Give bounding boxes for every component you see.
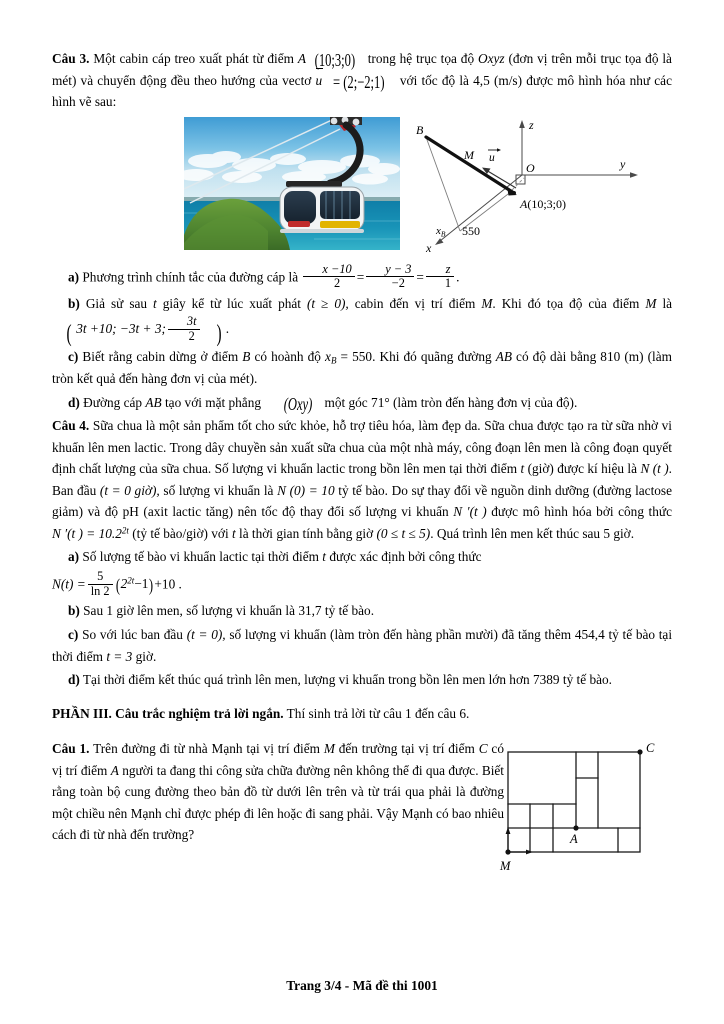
cau4-p1-c: . Ban đầu xyxy=(52,461,672,498)
cau3-d-text-2: tạo với mặt phẳng xyxy=(164,394,262,410)
route-grid-diagram xyxy=(490,740,680,880)
grid-label-C: C xyxy=(646,741,655,756)
cau1-C: C xyxy=(478,741,488,757)
cau4-a-label: a) xyxy=(68,549,80,565)
cau3-c-text-5: (làm tròn kết quả đến hàng đơn vị của mét). xyxy=(52,348,672,386)
cau4-p1-b: (giờ) được kí hiệu là xyxy=(527,461,638,477)
cau3-text-3: (đơn vị trên mỗi trục tọa độ là mét) và chuyển động đều theo hướng của vectơ xyxy=(52,51,672,88)
cau4-p1-i: . Quá trình lên men kết thúc sau 5 giờ. xyxy=(430,525,635,541)
diagram-label-z: z xyxy=(529,117,534,132)
cau3-c-len: 810 (m) xyxy=(600,348,644,364)
grid-label-M: M xyxy=(500,859,511,874)
cau1-text-1: Trên đường đi từ nhà Mạnh tại vị trí điểm xyxy=(93,741,320,757)
page-footer: Trang 3/4 - Mã đề thi 1001 xyxy=(286,978,438,993)
cau3-d-text-1: Đường cáp xyxy=(83,394,143,410)
cau3-text-2: trong hệ trục tọa độ xyxy=(367,51,475,66)
diagram-label-x: x xyxy=(426,240,432,255)
cau4-a-paren: $(2^{2t}-1)$ xyxy=(115,575,154,596)
cau4-item-c xyxy=(52,624,672,667)
cau3-d-text-3: một góc xyxy=(324,394,368,410)
cau3-b-M2: M xyxy=(645,296,657,312)
cau3-figures xyxy=(52,117,672,257)
phan3-heading: PHẦN III. Câu trắc nghiệm trả lời ngắn. xyxy=(52,705,284,721)
cau3-axes: Oxyz xyxy=(477,51,505,66)
cau1-text-3: có vị trí điểm xyxy=(52,741,504,778)
cau1-A: A xyxy=(110,762,119,778)
cau4-item-b xyxy=(52,600,672,622)
cau3-c-AB: AB xyxy=(495,348,512,364)
cau3-item-c xyxy=(52,346,672,390)
cau3-b-label: b) xyxy=(68,296,80,312)
cau3-item-b xyxy=(52,293,673,347)
cau4-p1-t: t xyxy=(520,461,525,477)
cau3-b-text-4: . Khi đó tọa độ của điểm xyxy=(492,296,640,312)
diagram-label-y: y xyxy=(620,156,626,171)
cau3-b-t: t xyxy=(153,296,157,312)
diagram-label-B: B xyxy=(416,122,424,137)
phan3-heading-row xyxy=(52,703,672,725)
cau4-p1-h: là thời gian tính bằng giờ xyxy=(239,525,374,541)
grid-point-A-marker xyxy=(573,826,578,831)
phan3-instruction: Thí sinh trả lời từ câu 1 đến câu 6. xyxy=(286,705,470,721)
cau4-c-label: c) xyxy=(68,627,79,643)
cau1-M: M xyxy=(323,741,335,757)
cau3-c-text-2: có hoành độ xyxy=(254,348,321,364)
cau3-c-text-4: có độ dài bằng xyxy=(516,348,597,364)
cau3-c-text-3: Khi đó quãng đường xyxy=(379,348,492,364)
cau3-A-coords: (10;3;0) xyxy=(314,50,356,71)
page-content xyxy=(52,48,672,888)
cau3-point-A: A xyxy=(297,51,307,66)
cau4-c-text-1: So với lúc ban đầu xyxy=(82,627,183,643)
cau4-a-frac: $\frac{5}{\ln 2}$ xyxy=(88,570,113,599)
cau3-d-text-4: (làm tròn đến hàng đơn vị của độ). xyxy=(393,394,578,410)
cau4-c-t0: (t = 0), xyxy=(186,627,226,643)
cau4-p1-d: số lượng vi khuẩn là xyxy=(163,482,274,498)
cau3-vector-u-value: = (2;−2;1) xyxy=(333,71,385,92)
cau3-a-frac-2: $\frac{y - 3}{-2}$ xyxy=(366,263,414,292)
cau3-label: Câu 3. xyxy=(52,51,90,66)
cau3-vector-u: u xyxy=(316,70,323,92)
cau3-text-4: với tốc độ là 4,5 (m/s) được mô hình hóa như các hình vẽ sau: xyxy=(52,72,672,110)
cau4-a-text2: được xác định bởi công thức xyxy=(329,549,482,565)
cau3-c-B: B xyxy=(242,348,251,364)
diagram-label-A: A(10;3;0) xyxy=(520,196,567,211)
cau3-c-xB: $x_B = 550$. xyxy=(325,348,376,366)
cau4-b-text: Sau 1 giờ lên men, số lượng vi khuẩn là 31,7 tỷ tế bào. xyxy=(83,603,375,619)
cau4-a-tail: +10 . xyxy=(154,576,182,592)
cau4-p1-N0: N (0) = 10 xyxy=(277,482,335,498)
cau4-a-lhs: N(t) = xyxy=(52,576,86,592)
cau4-item-a xyxy=(52,546,672,568)
cau1-text xyxy=(52,738,504,846)
cau3-b-text-5: là xyxy=(662,296,673,312)
diagram-label-u: u xyxy=(489,151,495,164)
cau3-b-text-2: giây kể từ lúc xuất phát xyxy=(162,296,301,312)
coordinate-diagram xyxy=(404,115,666,255)
cau4-d-text: Tại thời điểm kết thúc quá trình lên men, lượng vi khuẩn trong bồn lên men lớn hơn 7389 tỷ tế bào. xyxy=(82,672,612,688)
cau4-p1-t2: t xyxy=(231,525,236,541)
cau3-b-cond: (t ≥ 0), xyxy=(306,296,349,312)
cau3-a-text: Phương trình chính tắc của đường cáp là xyxy=(82,269,299,285)
cau3-statement xyxy=(52,48,672,113)
cau4-c-text-2: số lượng vi khuẩn (làm tròn đến hàng phần mười) đã tăng thêm 454,4 tỷ tế bào tại thời điểm xyxy=(52,627,673,664)
cau3-d-AB: AB xyxy=(145,394,162,410)
cau3-c-text-1: Biết rằng cabin dừng ở điểm xyxy=(82,348,239,364)
cau4-p1-formula: N ′(t ) = $10.2^{2t}$ xyxy=(52,525,129,541)
cau1-label: Câu 1. xyxy=(52,741,90,757)
cau4-p1-range: (0 ≤ t ≤ 5) xyxy=(376,525,431,541)
cau3-d-plane: (Oxy) xyxy=(284,393,313,414)
cau1-text-4: người ta đang thi công sửa chữa đường nên không thể đi qua được. Biết rằng toàn bộ cung đường theo bản đồ từ dưới lên trên và từ trái qua phải là đường một chiều nên Mạnh chỉ được phép đi lên hoặc đi sang phải. Vậy Mạnh có bao nhiêu cách đi từ nhà đến trường? xyxy=(52,762,504,843)
cau4-a-t: t xyxy=(322,549,326,565)
cau3-text-1: Một cabin cáp treo xuất phát từ điểm xyxy=(93,51,294,66)
cau3-b-text-1: Giả sử sau xyxy=(85,296,148,312)
diagram-label-550: 550 xyxy=(462,223,480,238)
diagram-label-O: O xyxy=(526,160,535,175)
cau3-item-d xyxy=(52,392,672,414)
cable-car-photo xyxy=(184,117,400,250)
grid-point-C-marker xyxy=(637,750,642,755)
grid-point-M-marker xyxy=(505,850,510,855)
cau4-c-text-3: giờ. xyxy=(135,648,157,664)
cau3-a-frac-1: $\frac{x -10}{2}$ xyxy=(303,263,354,292)
cau4-statement xyxy=(52,415,672,544)
diagram-label-M: M xyxy=(464,147,474,162)
cau4-d-label: d) xyxy=(68,672,80,688)
cau1-text-2: đến trường tại vị trí điểm xyxy=(338,741,475,757)
cau4-p1-Nprime: N ′(t ) xyxy=(453,504,487,520)
cau4-p1-g: (tỷ tế bào/giờ) với xyxy=(132,525,229,541)
cau4-c-t3: t = 3 xyxy=(106,648,133,664)
cau4-item-d xyxy=(52,669,672,691)
cau4-p1-t0: (t = 0 giờ), xyxy=(99,482,160,498)
cau4-b-label: b) xyxy=(68,603,80,619)
cau3-c-label: c) xyxy=(68,348,79,364)
cau3-b-M: M xyxy=(481,296,493,312)
cau3-b-text-3: cabin đến vị trí điểm xyxy=(354,296,476,312)
cau3-item-a: a) Phương trình chính tắc của đường cáp là $\frac{x -10}{2}$ = $\frac{y - 3}{-2}$ = $\frac{z}{1}$ . xyxy=(68,261,460,291)
cau3-b-coords: ( 3t +10; −3t + 3; $\frac{3t}{2}$ ) . xyxy=(66,313,230,347)
grid-label-A: A xyxy=(570,832,578,847)
cau4-a-text: Số lượng tế bào vi khuẩn lactic tại thời điểm xyxy=(82,549,319,565)
cau4-a-formula xyxy=(52,570,672,599)
cau4-p1-Nt: N (t ) xyxy=(640,461,669,477)
cau3-a-label: a) xyxy=(68,269,80,285)
cau4-p1-a: Sữa chua là một sản phẩm tốt cho sức khỏe, hỗ trợ tiêu hóa, làm đẹp da. Sữa chua được tạo ra từ sữa nhờ vi khuẩn lên men lactic. Trong dây chuyền sản xuất sữa chua của một nhà máy, công đoạn lên men là công đoạn quyết định chất lượng của sữa chua. Số lượng vi khuẩn lactic trong bồn lên men tại thời điểm xyxy=(52,418,672,477)
cau3-a-frac-3: $\frac{z}{1}$ xyxy=(426,263,454,292)
cau1-block xyxy=(52,738,672,888)
cau4-p1-e: tỷ tế bào. Do sự thay đổi về nguồn dinh dưỡng (đường lactose giảm) và độ pH (axit lactic tăng) nên tốc độ thay đổi số lượng vi khuẩn xyxy=(52,482,672,520)
cau3-d-angle: 71° xyxy=(371,394,390,410)
cau4-label: Câu 4. xyxy=(52,418,90,434)
cau3-d-label: d) xyxy=(68,394,80,410)
diagram-label-xB: $x_B$ xyxy=(436,224,446,239)
cau4-p1-f: được mô hình hóa bởi công thức xyxy=(491,504,672,520)
